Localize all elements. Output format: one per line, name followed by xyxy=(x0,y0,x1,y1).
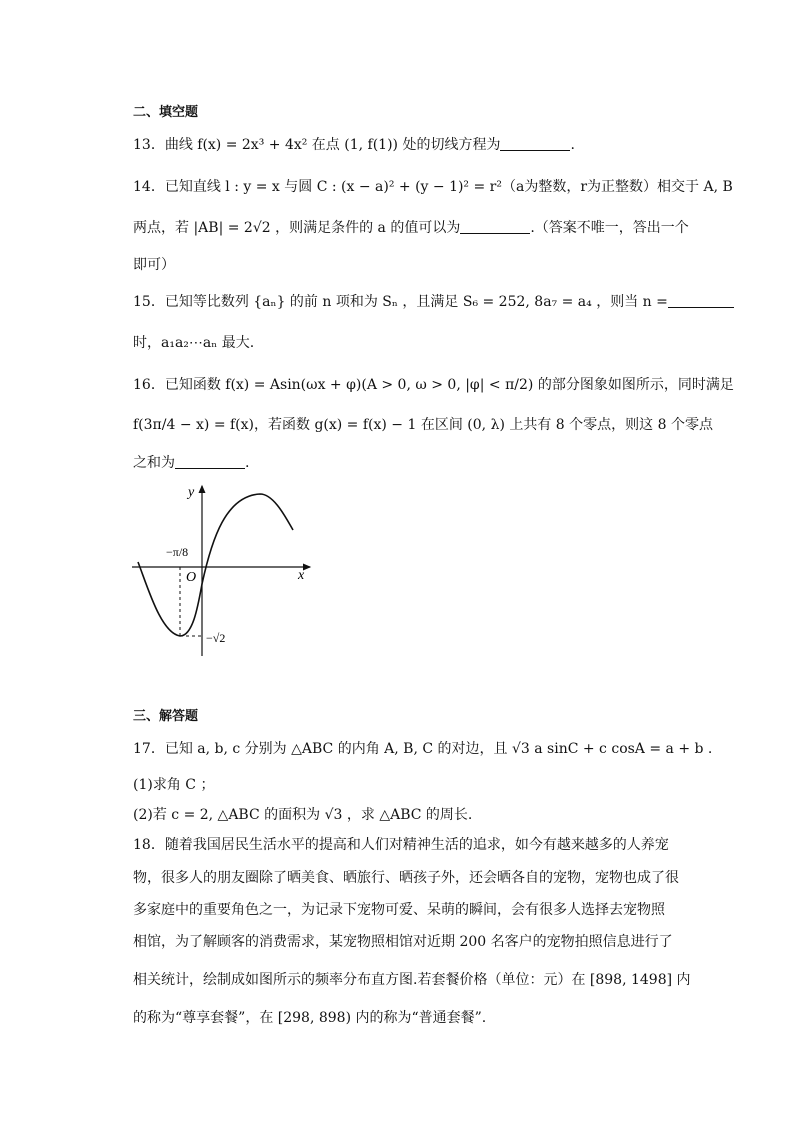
x-tick-label: −π/8 xyxy=(166,545,189,559)
question-17-line-1: 17．已知 a, b, c 分别为 △ABC 的内角 A, B, C 的对边，且 √3 a sinC + c cosA = a + b . xyxy=(133,741,713,757)
question-18-line-1: 18．随着我国居民生活水平的提高和人们对精神生活的追求，如今有越来越多的人养宠 xyxy=(133,837,669,853)
x-axis-label: x xyxy=(298,568,305,583)
question-17-part-1: (1)求角 C ； xyxy=(133,777,215,793)
question-17-part-2: (2)若 c = 2, △ABC 的面积为 √3 ，求 △ABC 的周长. xyxy=(133,807,473,823)
question-16-line-1: 16．已知函数 f(x) = Asin(ωx + φ)(A > 0, ω > 0, |φ| < π/2) 的部分图象如图所示，同时满足 xyxy=(133,377,734,393)
question-16-line-3 xyxy=(133,454,249,472)
y-axis-label: y xyxy=(188,485,195,500)
question-18-line-6: 的称为“尊享套餐”，在 [298, 898) 内的称为“普通套餐”. xyxy=(133,1010,487,1026)
section-heading-solutions: 三、解答题 xyxy=(133,709,199,724)
answer-blank xyxy=(668,293,734,308)
question-16-line-2: f(3π/4 − x) = f(x)，若函数 g(x) = f(x) − 1 在区间 (0, λ) 上共有 8 个零点，则这 8 个零点 xyxy=(133,417,713,433)
question-14-line-3: 即可） xyxy=(133,257,175,273)
section-heading-fill-in: 二、填空题 xyxy=(133,105,199,120)
question-15-line-1 xyxy=(133,293,734,311)
question-18-line-2: 物，很多人的朋友圈除了晒美食、晒旅行、晒孩子外，还会晒各自的宠物，宠物也成了很 xyxy=(133,870,679,886)
question-15-line-2: 时，a₁a₂⋯aₙ 最大. xyxy=(133,335,255,351)
answer-blank xyxy=(175,454,245,469)
sine-curve xyxy=(138,494,293,636)
question-13-text: 13．曲线 f(x) = 2x³ + 4x² 在点 (1, f(1)) 处的切线方程为 xyxy=(133,137,501,153)
question-18-line-3: 多家庭中的重要角色之一，为记录下宠物可爱、呆萌的瞬间，会有很多人选择去宠物照 xyxy=(133,902,665,918)
question-14-note: .（答案不唯一，答出一个 xyxy=(530,220,689,236)
answer-blank xyxy=(500,136,570,151)
question-13-tail: . xyxy=(570,137,575,153)
function-graph xyxy=(128,478,318,663)
y-tick-label: −√2 xyxy=(206,631,226,645)
question-14-line-1: 14．已知直线 l : y = x 与圆 C : (x − a)² + (y − 1)² = r²（a为整数，r为正整数）相交于 A, B xyxy=(133,179,733,195)
question-14-line-2 xyxy=(133,219,689,237)
question-13 xyxy=(133,136,575,154)
question-15-text: 15．已知等比数列 {aₙ} 的前 n 项和为 Sₙ ，且满足 S₆ = 252, 8a₇ = a₄ ，则当 n = xyxy=(133,294,668,310)
question-16-text: 之和为 xyxy=(133,455,175,471)
question-14-text: 两点，若 |AB| = 2√2 ，则满足条件的 a 的值可以为 xyxy=(133,220,461,236)
origin-label: O xyxy=(186,570,197,585)
question-18-line-4: 相馆，为了解顾客的消费需求，某宠物照相馆对近期 200 名客户的宠物拍照信息进行了 xyxy=(133,934,673,950)
question-18-line-5: 相关统计，绘制成如图所示的频率分布直方图.若套餐价格（单位：元）在 [898, 1498] 内 xyxy=(133,972,691,988)
answer-blank xyxy=(460,219,530,234)
question-16-tail: . xyxy=(245,455,250,471)
